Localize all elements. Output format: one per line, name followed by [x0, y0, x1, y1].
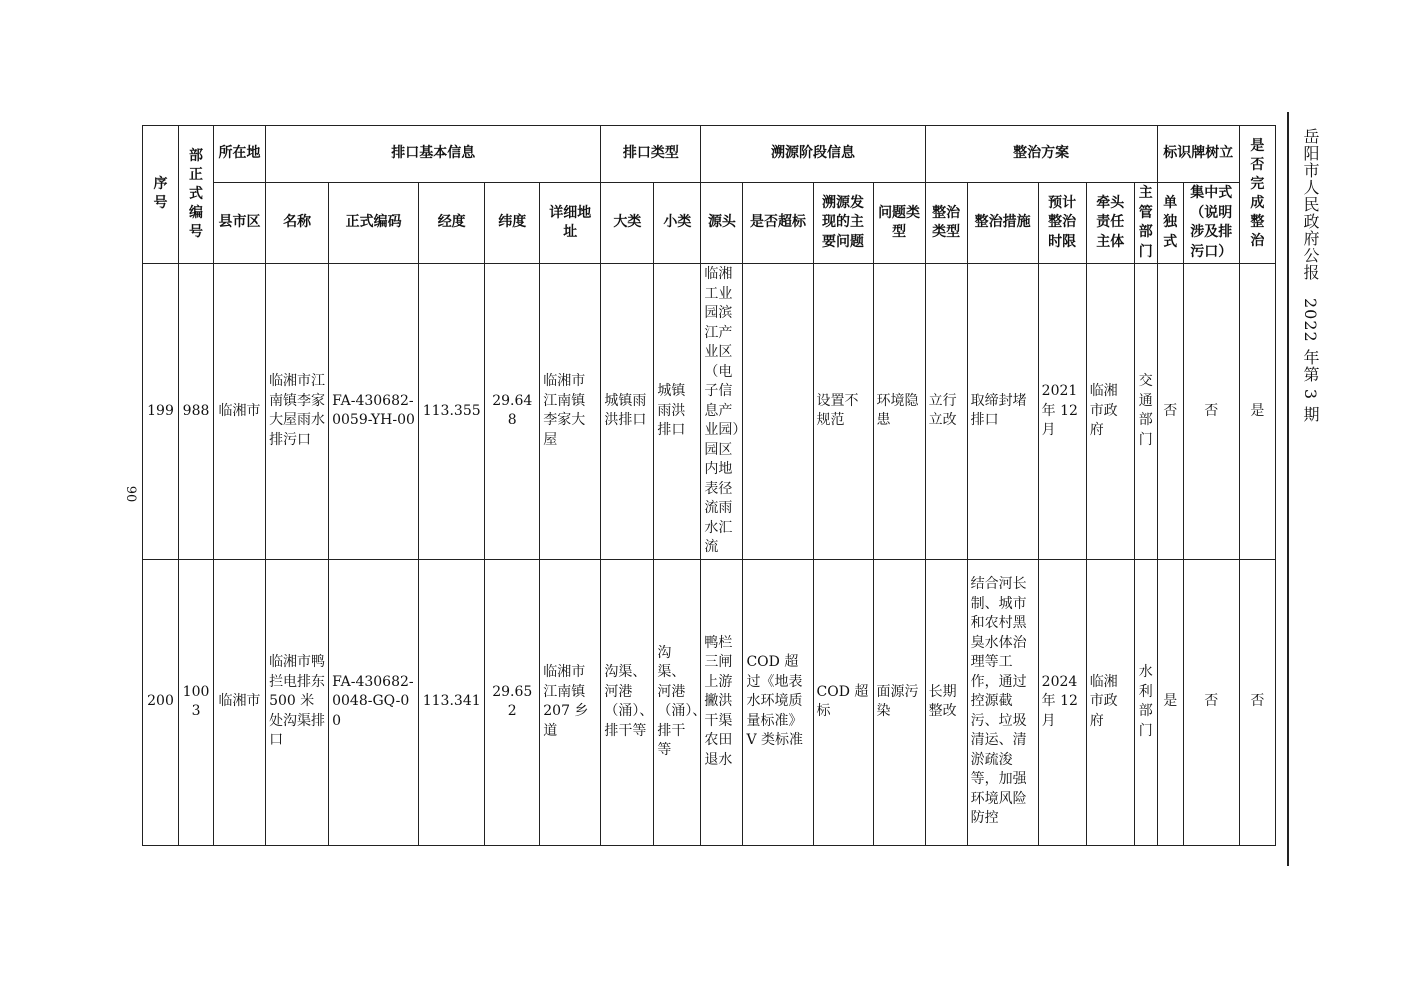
- cell-lead: 临湘市政府: [1086, 559, 1134, 845]
- header-row-2: [143, 183, 1276, 264]
- cell-measures: 取缔封堵排口: [967, 264, 1038, 560]
- cell-fix-type: 立行立改: [925, 264, 967, 560]
- header-trace-info: 溯源阶段信息: [701, 126, 925, 183]
- subheader-deadline: 预计整治时限: [1038, 183, 1086, 264]
- cell-seq: 200: [143, 559, 179, 845]
- cell-central: 否: [1183, 559, 1239, 845]
- cell-major: 城镇雨洪排口: [601, 264, 654, 560]
- page-number: 90: [123, 485, 138, 503]
- header-location: 所在地: [214, 126, 266, 183]
- cell-exceed: [743, 264, 813, 560]
- cell-deadline: 2024 年 12 月: [1038, 559, 1086, 845]
- subheader-lon: 经度: [419, 183, 485, 264]
- cell-problem-type: 面源污染: [873, 559, 925, 845]
- cell-deadline: 2021 年 12 月: [1038, 264, 1086, 560]
- cell-address: 临湘市江南镇 207 乡道: [540, 559, 601, 845]
- cell-county: 临湘市: [214, 559, 266, 845]
- cell-code-no: 988: [179, 264, 214, 560]
- cell-lat: 29.648: [485, 264, 540, 560]
- cell-problem: COD 超标: [813, 559, 873, 845]
- subheader-lat: 纬度: [485, 183, 540, 264]
- cell-central: 否: [1183, 264, 1239, 560]
- subheader-measures: 整治措施: [967, 183, 1038, 264]
- subheader-fix-type: 整治类型: [925, 183, 967, 264]
- cell-dept: 交通部门: [1134, 264, 1157, 560]
- cell-code: FA-430682-0048-GQ-00: [329, 559, 419, 845]
- cell-code: FA-430682-0059-YH-00: [329, 264, 419, 560]
- subheader-code: 正式编码: [329, 183, 419, 264]
- cell-problem-type: 环境隐患: [873, 264, 925, 560]
- cell-source: 临湘工业园滨江产业区（电子信息产业园）园区内地表径流雨水汇流: [701, 264, 743, 560]
- table-row: [143, 264, 1276, 560]
- running-header: 岳阳市人民政府公报 2022 年第 3 期: [1301, 128, 1320, 424]
- header-row-1: [143, 126, 1276, 183]
- cell-source: 鸭栏三闸上游撇洪干渠农田退水: [701, 559, 743, 845]
- subheader-dept: 主管部门: [1134, 183, 1157, 264]
- header-sign: 标识牌树立: [1157, 126, 1239, 183]
- cell-lat: 29.652: [485, 559, 540, 845]
- subheader-source: 源头: [701, 183, 743, 264]
- header-completed: 是否完成整治: [1239, 126, 1275, 264]
- subheader-problem: 溯源发现的主要问题: [813, 183, 873, 264]
- cell-lon: 113.355: [419, 264, 485, 560]
- table-row: [143, 559, 1276, 845]
- cell-exceed: COD 超过《地表水环境质量标准》V 类标准: [743, 559, 813, 845]
- cell-fix-type: 长期整改: [925, 559, 967, 845]
- outlet-table: [142, 125, 1276, 846]
- cell-seq: 199: [143, 264, 179, 560]
- header-seq: 序号: [143, 126, 179, 264]
- cell-completed: 否: [1239, 559, 1275, 845]
- subheader-single: 单独式: [1157, 183, 1183, 264]
- subheader-address: 详细地址: [540, 183, 601, 264]
- subheader-central: 集中式（说明涉及排污口）: [1183, 183, 1239, 264]
- subheader-county: 县市区: [214, 183, 266, 264]
- subheader-name: 名称: [266, 183, 329, 264]
- cell-problem: 设置不规范: [813, 264, 873, 560]
- cell-single: 是: [1157, 559, 1183, 845]
- cell-code-no: 1003: [179, 559, 214, 845]
- cell-major: 沟渠、河港（涌）、排干等: [601, 559, 654, 845]
- header-outlet-type: 排口类型: [601, 126, 701, 183]
- cell-lead: 临湘市政府: [1086, 264, 1134, 560]
- cell-lon: 113.341: [419, 559, 485, 845]
- cell-address: 临湘市江南镇李家大屋: [540, 264, 601, 560]
- cell-minor: 城镇雨洪排口: [654, 264, 701, 560]
- subheader-minor: 小类: [654, 183, 701, 264]
- subheader-problem-type: 问题类型: [873, 183, 925, 264]
- cell-single: 否: [1157, 264, 1183, 560]
- cell-minor: 沟渠、河港（涌）、排干等: [654, 559, 701, 845]
- cell-county: 临湘市: [214, 264, 266, 560]
- cell-name: 临湘市江南镇李家大屋雨水排污口: [266, 264, 329, 560]
- header-ministry-code: 部正式编号: [179, 126, 214, 264]
- cell-completed: 是: [1239, 264, 1275, 560]
- subheader-lead: 牵头责任主体: [1086, 183, 1134, 264]
- cell-dept: 水利部门: [1134, 559, 1157, 845]
- subheader-major: 大类: [601, 183, 654, 264]
- header-rule: [1287, 112, 1289, 866]
- cell-name: 临湘市鸭拦电排东 500 米处沟渠排口: [266, 559, 329, 845]
- subheader-exceed: 是否超标: [743, 183, 813, 264]
- header-basic-info: 排口基本信息: [266, 126, 601, 183]
- cell-measures: 结合河长制、城市和农村黑臭水体治理等工作，通过控源截污、垃圾清运、清淤疏浚等，加强环境风险防控: [967, 559, 1038, 845]
- header-plan: 整治方案: [925, 126, 1157, 183]
